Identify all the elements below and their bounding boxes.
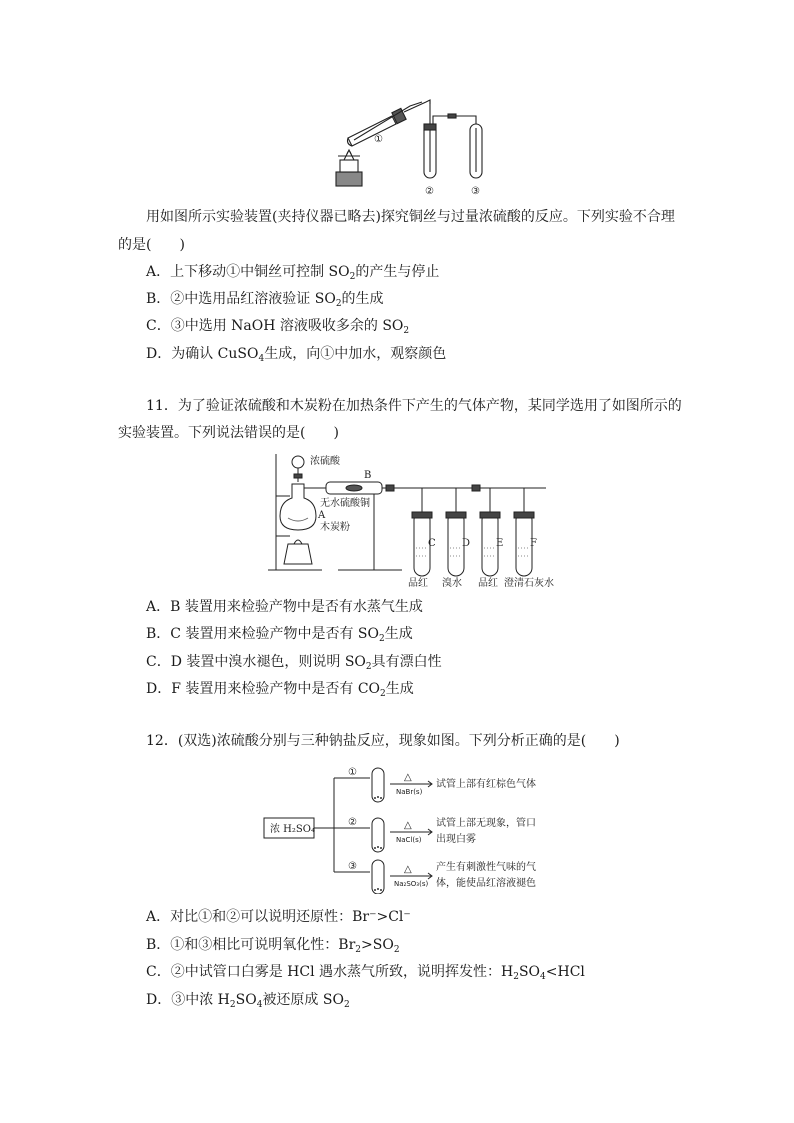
q11-option-c: C．D 装置中溴水褪色，则说明 $SO_2$具有漂白性 — [146, 654, 442, 672]
fig1-label-3: ③ — [471, 186, 480, 197]
fig3-obs3-line1: 产生有刺激性气味的气 — [436, 862, 536, 873]
figure-copper-apparatus — [330, 94, 500, 198]
q12-stem: 12．(双选)浓硫酸分别与三种钠盐反应，现象如图。下列分析正确的是( ) — [146, 733, 620, 749]
fig3-obs1-line1: 试管上部有红棕色气体 — [436, 779, 536, 790]
fig3-obs2-line2: 出现白雾 — [436, 834, 476, 845]
fig2-tube-d: D — [462, 538, 471, 549]
fig3-salt-1: NaBr(s) — [396, 788, 423, 796]
fig2-charcoal-label: 木炭粉 — [320, 522, 350, 533]
q10-option-a: A．上下移动①中铜丝可控制 $SO_2$的产生与停止 — [146, 264, 440, 282]
fig3-salt-3: Na₂SO₃(s) — [394, 880, 429, 888]
fig2-anhydrous-label: 无水硫酸铜 — [320, 498, 370, 509]
fig1-label-1: ① — [374, 134, 383, 145]
fig3-num-3: ③ — [348, 861, 357, 872]
fig1-label-2: ② — [425, 186, 434, 197]
q12-option-b: B．①和③相比可说明氧化性：$Br_2>SO_2$ — [146, 937, 400, 955]
figure-sodium-salts — [262, 764, 566, 894]
q11-option-d: D．F 装置用来检验产物中是否有 $CO_2$生成 — [146, 681, 414, 699]
q10-option-d: D．为确认 CuSO$_4$生成，向①中加水，观察颜色 — [146, 346, 447, 364]
q11-stem-line1: 11．为了验证浓硫酸和木炭粉在加热条件下产生的气体产物，某同学选用了如图所示的 — [146, 398, 682, 414]
q10-option-c: C．③中选用 NaOH 溶液吸收多余的 $SO_2$ — [146, 318, 410, 336]
fig3-heat-2: △ — [404, 820, 412, 831]
fig3-heat-1: △ — [404, 772, 412, 783]
q11-stem-line2: 实验装置。下列说法错误的是( ) — [118, 425, 339, 441]
q12-option-c: C．②中试管口白雾是 HCl 遇水蒸气所致，说明挥发性：$H_2SO_4<HCl$ — [146, 964, 585, 982]
fig2-bottom-label-4: 澄清石灰水 — [504, 578, 554, 589]
fig3-salt-2: NaCl(s) — [396, 836, 422, 844]
fig3-num-1: ① — [348, 767, 357, 778]
q11-option-b: B．C 装置用来检验产物中是否有 $SO_2$生成 — [146, 626, 413, 644]
fig3-reagent: 浓 H₂SO₄ — [270, 824, 315, 835]
fig2-bottom-label-1: 品红 — [408, 578, 428, 589]
fig2-conc-acid-label: 浓硫酸 — [310, 456, 340, 467]
fig2-label-a: A — [318, 510, 326, 521]
fig3-obs3-line2: 体，能使品红溶液褪色 — [436, 878, 536, 889]
fig3-obs2-line1: 试管上部无现象，管口 — [436, 818, 536, 829]
fig2-tube-c: C — [428, 538, 436, 549]
fig2-bottom-label-2: 溴水 — [442, 578, 462, 589]
q10-stem-line1: 用如图所示实验装置(夹持仪器已略去)探究铜丝与过量浓硫酸的反应。下列实验不合理 — [146, 209, 675, 225]
q12-option-a: A．对比①和②可以说明还原性：Br⁻>Cl⁻ — [146, 909, 411, 925]
q12-option-d: D．③中浓 $H_2SO_4$被还原成 $SO_2$ — [146, 992, 350, 1010]
fig2-tube-e: E — [496, 538, 504, 549]
fig2-label-b: B — [364, 470, 372, 481]
fig3-heat-3: △ — [404, 864, 412, 875]
q11-option-a: A．B 装置用来检验产物中是否有水蒸气生成 — [146, 599, 423, 615]
fig3-num-2: ② — [348, 817, 357, 828]
figure-charcoal-apparatus — [262, 452, 558, 590]
fig2-tube-f: F — [530, 538, 537, 549]
q10-option-b: B．②中选用品红溶液验证 $SO_2$的生成 — [146, 291, 384, 309]
q10-stem-line2: 的是( ) — [118, 237, 185, 253]
fig2-bottom-label-3: 品红 — [478, 578, 498, 589]
